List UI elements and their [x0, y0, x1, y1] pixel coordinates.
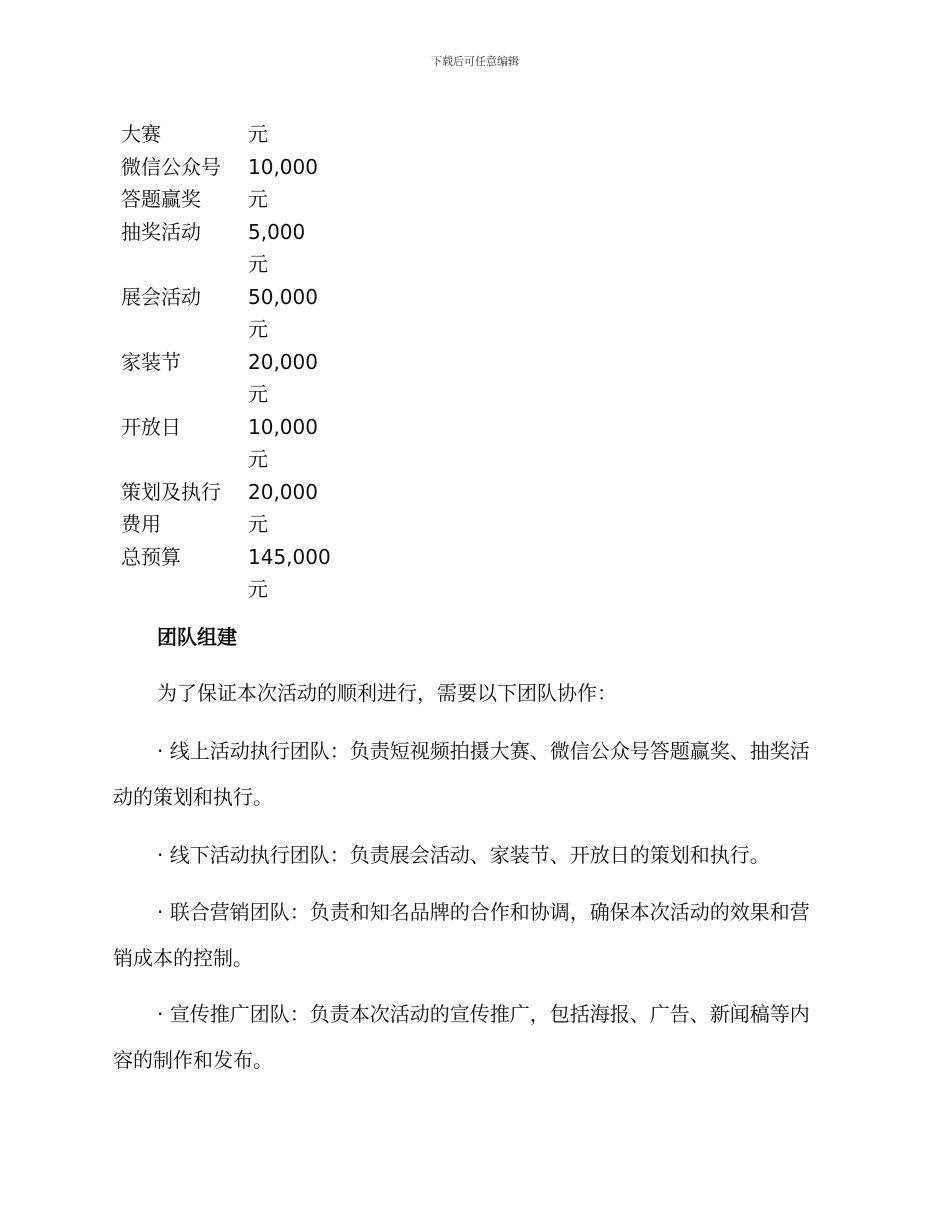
budget-item-text: 大赛 [121, 122, 161, 146]
budget-amount-unit: 元 [248, 187, 268, 211]
budget-amount-unit: 元 [248, 512, 268, 536]
team-item-online: · 线上活动执行团队：负责短视频拍摄大赛、微信公众号答题赢奖、抽奖活动的策划和执行。 [113, 739, 810, 809]
section-title: 团队组建 [157, 625, 237, 649]
table-row [121, 476, 338, 541]
team-item-joint-marketing: · 联合营销团队：负责和知名品牌的合作和协调，确保本次活动的效果和营销成本的控制。 [113, 900, 810, 970]
page-header: 下载后可任意编辑 [431, 55, 519, 68]
budget-amount-value: 20,000 [248, 479, 318, 504]
table-row [121, 346, 338, 411]
budget-amount-cell [248, 541, 338, 606]
budget-item-text: 策划及执行 [121, 479, 221, 504]
budget-item-cell [121, 281, 248, 346]
intro-paragraph: 为了保证本次活动的顺利进行，需要以下团队协作： [157, 681, 617, 705]
budget-total-label: 总预算 [121, 544, 181, 569]
table-row [121, 411, 338, 476]
budget-item-cell [121, 151, 248, 216]
budget-amount-unit: 元 [248, 577, 268, 601]
table-row [121, 541, 338, 606]
budget-item-cell [121, 541, 248, 606]
budget-amount-value: 5,000 [248, 219, 306, 244]
budget-amount-cell [248, 476, 338, 541]
budget-item-text: 展会活动 [121, 284, 201, 309]
budget-amount-cell [248, 346, 338, 411]
budget-amount-value: 10,000 [248, 154, 318, 179]
budget-item-text: 费用 [121, 512, 161, 536]
budget-item-text: 微信公众号 [121, 154, 221, 179]
budget-item-text: 答题赢奖 [121, 187, 201, 211]
budget-amount-value: 50,000 [248, 284, 318, 309]
budget-amount-cell [248, 151, 338, 216]
budget-table [121, 118, 338, 606]
budget-item-cell [121, 118, 248, 151]
budget-item-cell [121, 346, 248, 411]
budget-item-cell [121, 476, 248, 541]
table-row [121, 281, 338, 346]
budget-amount-cell [248, 216, 338, 281]
budget-amount-value: 10,000 [248, 414, 318, 439]
budget-amount-unit: 元 [248, 382, 268, 406]
budget-item-text: 家装节 [121, 349, 181, 374]
table-row [121, 151, 338, 216]
budget-amount-unit: 元 [248, 447, 268, 471]
team-item-offline: · 线下活动执行团队：负责展会活动、家装节、开放日的策划和执行。 [157, 843, 770, 867]
budget-amount-unit: 元 [248, 122, 268, 146]
budget-total-value: 145,000 [248, 544, 331, 569]
team-item-promotion: · 宣传推广团队：负责本次活动的宣传推广，包括海报、广告、新闻稿等内容的制作和发布。 [113, 1002, 810, 1072]
budget-amount-cell [248, 281, 338, 346]
budget-amount-value: 20,000 [248, 349, 318, 374]
budget-amount-unit: 元 [248, 317, 268, 341]
budget-amount-unit: 元 [248, 252, 268, 276]
budget-item-cell [121, 216, 248, 281]
budget-item-text: 开放日 [121, 414, 181, 439]
budget-item-text: 抽奖活动 [121, 219, 201, 244]
table-row [121, 216, 338, 281]
table-row [121, 118, 338, 151]
budget-amount-cell [248, 118, 338, 151]
budget-amount-cell [248, 411, 338, 476]
budget-item-cell [121, 411, 248, 476]
